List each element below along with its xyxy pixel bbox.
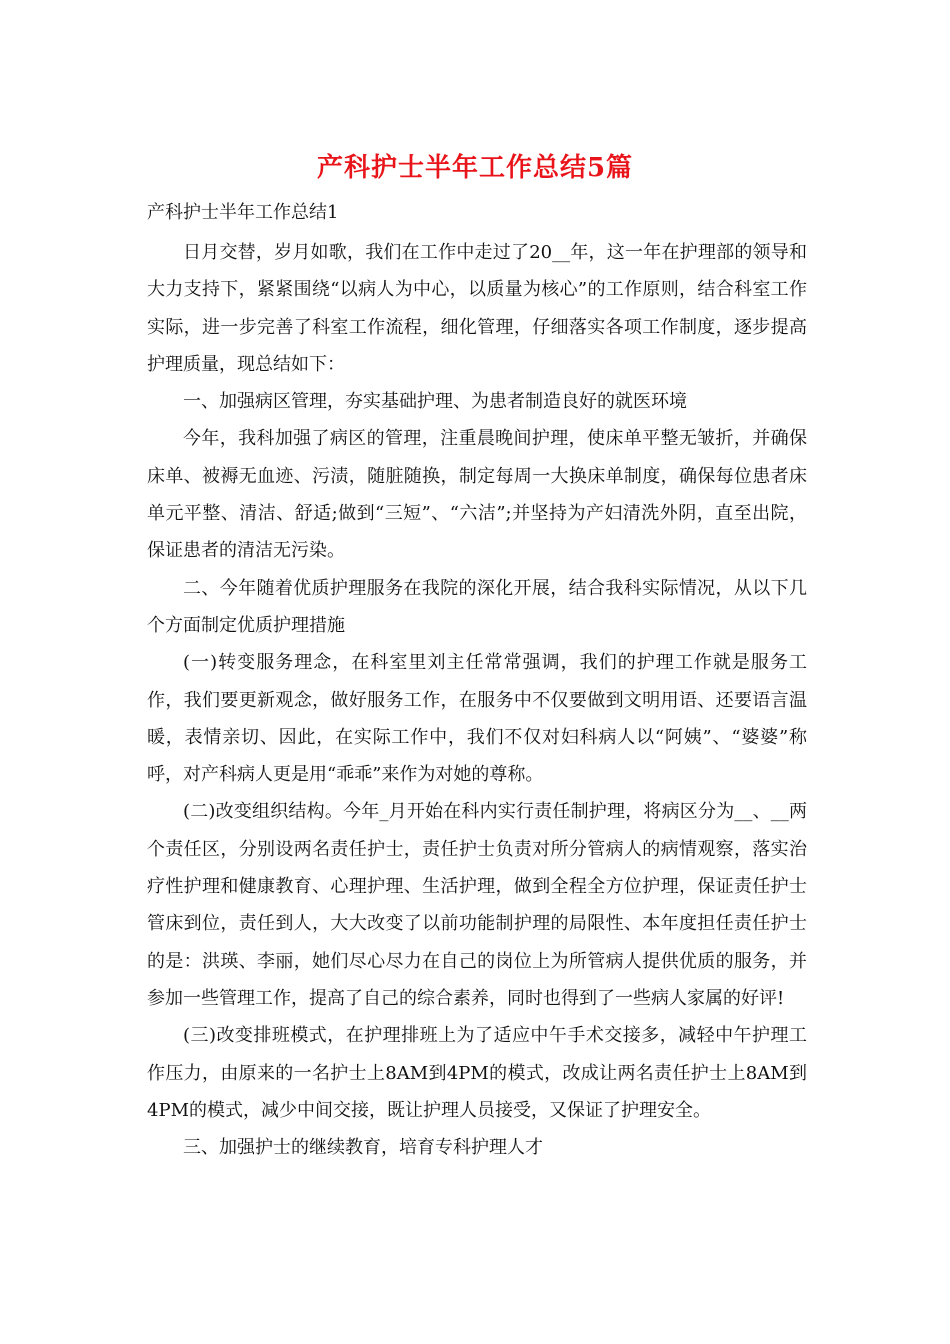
- heading-section-3: 三、加强护士的继续教育，培育专科护理人才: [183, 1137, 543, 1159]
- paragraph-organization: (二)改变组织结构。今年_月开始在科内实行责任制护理，将病区分为__、__两个责任区，分别设两名责任护士，责任护士负责对所分管病人的病情观察，落实治疗性护理和健康教育、心理护理、生活护理，做到全程全方位护理，保证责任护士管床到位，责任到人，大大改变了以前功能制护理的局限性、本年度担任责任护士的是：洪瑛、李丽，她们尽心尽力在自己的岗位上为所管病人提供优质的服务，并参加一些管理工作，提高了自己的综合素养，同时也得到了一些病人家属的好评!: [147, 801, 807, 1009]
- heading-section-1: 一、加强病区管理，夯实基础护理、为患者制造良好的就医环境: [183, 391, 687, 413]
- paragraph-service-concept: (一)转变服务理念，在科室里刘主任常常强调，我们的护理工作就是服务工作，我们要更新观念，做好服务工作，在服务中不仅要做到文明用语、还要语言温暖，表情亲切、因此，在实际工作中，我们不仅对妇科病人以“阿姨”、“婆婆”称呼，对产科病人更是用“乖乖”来作为对她的尊称。: [147, 652, 807, 786]
- heading-section-2: 二、今年随着优质护理服务在我院的深化开展，结合我科实际情况，从以下几个方面制定优质护理措施: [147, 577, 807, 636]
- paragraph-ward-management: 今年，我科加强了病区的管理，注重晨晚间护理，使床单平整无皱折，并确保床单、被褥无血迹、污渍，随脏随换，制定每周一大换床单制度，确保每位患者床单元平整、清洁、舒适;做到“三短”、“六洁”;并坚持为产妇清洗外阴，直至出院，保证患者的清洁无污染。: [147, 428, 807, 562]
- document-body: [147, 234, 807, 1166]
- section-subtitle: 产科护士半年工作总结1: [147, 202, 339, 223]
- document-title: 产科护士半年工作总结5篇: [316, 153, 634, 183]
- paragraph-intro: 日月交替，岁月如歌，我们在工作中走过了20__年，这一年在护理部的领导和大力支持下，紧紧围绕“以病人为中心，以质量为核心”的工作原则，结合科室工作实际，进一步完善了科室工作流程，细化管理，仔细落实各项工作制度，逐步提高护理质量，现总结如下：: [147, 242, 807, 375]
- paragraph-scheduling: (三)改变排班模式，在护理排班上为了适应中午手术交接多，减轻中午护理工作压力，由原来的一名护士上8AM到4PM的模式，改成让两名责任护士上8AM到4PM的模式，减少中间交接，既让护理人员接受，又保证了护理安全。: [147, 1025, 807, 1121]
